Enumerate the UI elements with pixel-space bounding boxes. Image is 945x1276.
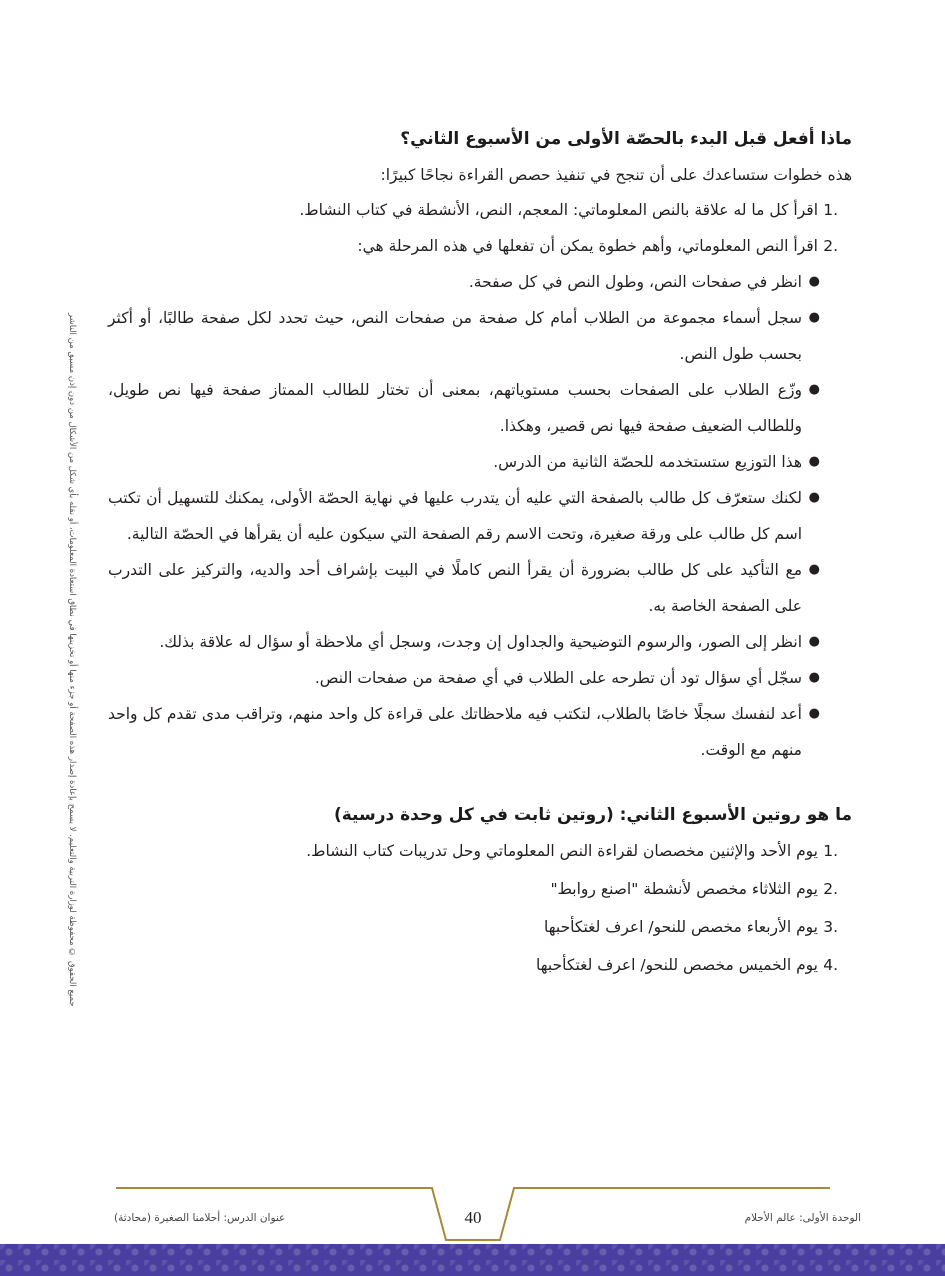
bullet-dot-icon: ● [808, 310, 820, 325]
routine-number: 4. [823, 956, 838, 974]
copyright-side-note: جميع الحقوق © محفوظة لوزارة التربية والتعليم. لا يسمح بإعادة إصدار هذه الصفحة أو جزء منها أو تخزينها في نطاق استعادة المعلومات، أو نقله بأي شكل من الأشكال من دون إذن مسبق من الناشر [67, 313, 77, 1007]
routine-number: 3. [823, 918, 838, 936]
bullet-dot-icon: ● [808, 670, 820, 685]
section-title-week-two-routine: ما هو روتين الأسبوع الثاني: (روتين ثابت في كل وحدة درسية) [333, 805, 852, 825]
bullet-text: مع التأكيد على كل طالب بضرورة أن يقرأ النص كاملًا في البيت بإشراف أحد والديه، والتركيز على التدرب على الصفحة الخاصة به. [108, 561, 802, 615]
step-text: اقرأ كل ما له علاقة بالنص المعلوماتي: المعجم، النص، الأنشطة في كتاب النشاط. [299, 201, 818, 219]
footer-lesson-title: عنوان الدرس: أحلامنا الصغيرة (محادثة) [114, 1212, 286, 1224]
step-number: 2. [823, 237, 838, 255]
bullet-dot-icon: ● [808, 274, 820, 289]
step-number: 1. [823, 201, 838, 219]
routine-text: يوم الثلاثاء مخصص لأنشطة "اصنع روابط" [550, 880, 818, 898]
bullet-text: لكنك ستعرّف كل طالب بالصفحة التي عليه أن يتدرب عليها في نهاية الحصّة الأولى، يمكنك للتسهيل أن تكتب اسم كل طالب على ورقة صغيرة، وتحت الاسم رقم الصفحة التي سيكون عليه أن يقرأها في الحصّة التالية. [108, 489, 802, 543]
bullet-text: سجّل أي سؤال تود أن تطرحه على الطلاب في أي صفحة من صفحات النص. [314, 669, 802, 687]
routine-number: 2. [823, 880, 838, 898]
bullet-text: هذا التوزيع ستستخدمه للحصّة الثانية من الدرس. [493, 453, 802, 471]
bullet-dot-icon: ● [808, 634, 820, 649]
step-text: اقرأ النص المعلوماتي، وأهم خطوة يمكن أن تفعلها في هذه المرحلة هي: [357, 237, 818, 255]
intro-text: هذه خطوات ستساعدك على أن تنجح في تنفيذ حصص القراءة نجاحًا كبيرًا: [380, 166, 852, 184]
bullet-dot-icon: ● [808, 562, 820, 577]
section-title-before-first-lesson: ماذا أفعل قبل البدء بالحصّة الأولى من الأسبوع الثاني؟ [400, 129, 852, 149]
decorative-bottom-band [0, 1244, 945, 1276]
routine-text: يوم الخميس مخصص للنحو/ اعرف لغتكأحبها [536, 956, 818, 974]
bullet-text: انظر في صفحات النص، وطول النص في كل صفحة. [468, 273, 802, 291]
page-number: 40 [464, 1208, 482, 1227]
bullet-dot-icon: ● [808, 382, 820, 397]
bullet-text: وزّع الطلاب على الصفحات بحسب مستوياتهم، بمعنى أن تختار للطالب الممتاز صفحة فيها نص طويل، وللطالب الضعيف صفحة فيها نص قصير، وهكذا. [108, 381, 802, 435]
footer-unit-title: الوحدة الأولى: عالم الأحلام [744, 1212, 861, 1224]
routine-text: يوم الأربعاء مخصص للنحو/ اعرف لغتكأحبها [544, 918, 818, 936]
bullet-dot-icon: ● [808, 454, 820, 469]
bullet-text: أعد لنفسك سجلًا خاصًا بالطلاب، لتكتب فيه ملاحظاتك على قراءة كل واحد منهم، وتراقب مدى تقدم كل واحد منهم مع الوقت. [108, 705, 802, 759]
bullet-dot-icon: ● [808, 706, 820, 721]
routine-number: 1. [823, 842, 838, 860]
bullet-text: انظر إلى الصور، والرسوم التوضيحية والجداول إن وجدت، وسجل أي ملاحظة أو سؤال له علاقة بذلك. [159, 633, 802, 651]
bullet-text: سجل أسماء مجموعة من الطلاب أمام كل صفحة من صفحات النص، حيث تحدد لكل صفحة طالبًا، أو أكثر بحسب طول النص. [108, 309, 802, 363]
bullet-dot-icon: ● [808, 490, 820, 505]
routine-text: يوم الأحد والإثنين مخصصان لقراءة النص المعلوماتي وحل تدريبات كتاب النشاط. [306, 842, 818, 860]
